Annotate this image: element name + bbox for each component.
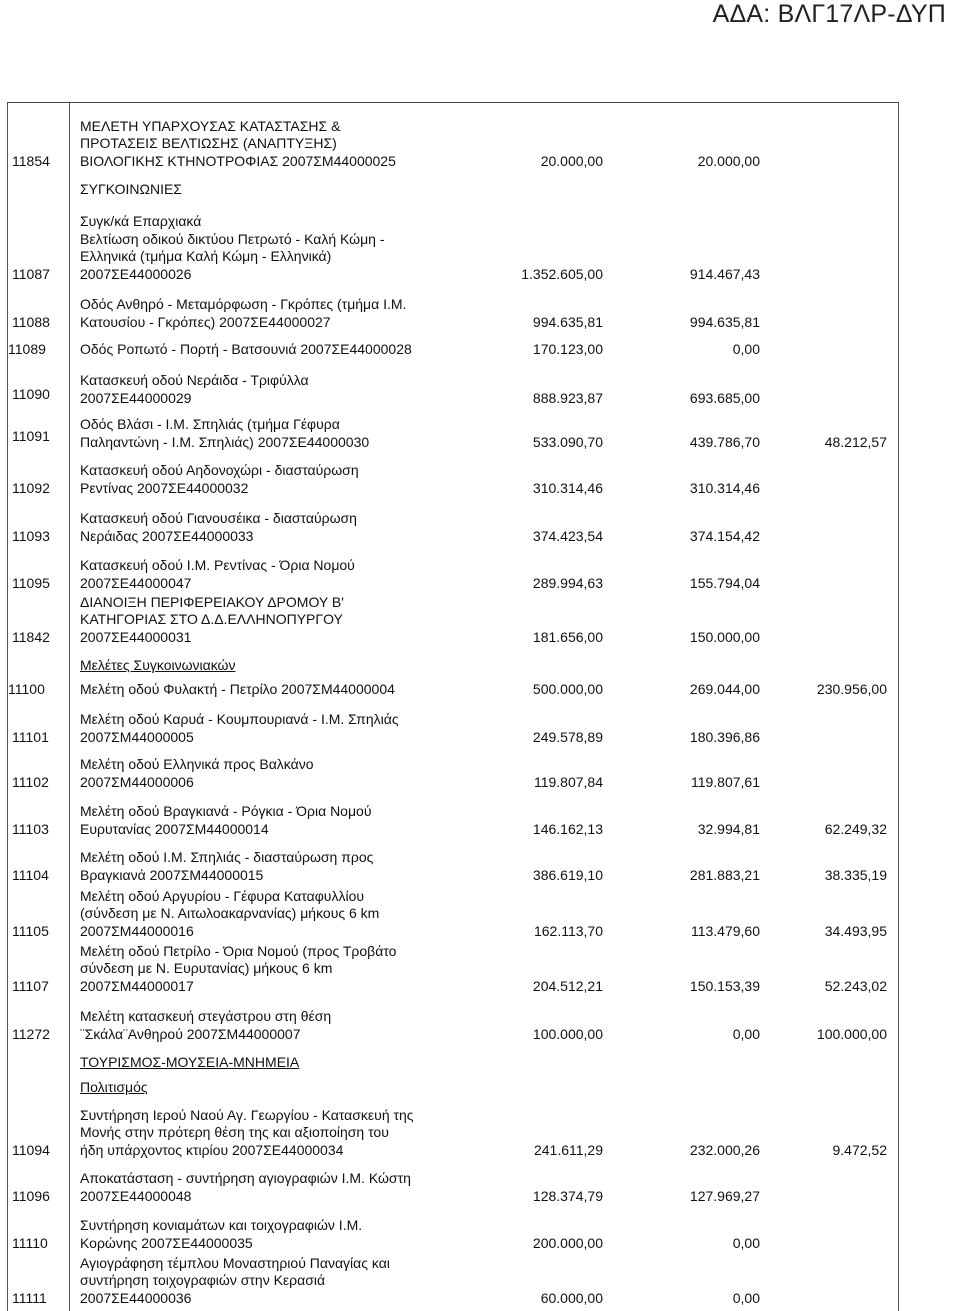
section-heading: ΤΟΥΡΙΣΜΟΣ-ΜΟΥΣΕΙΑ-ΜΝΗΜΕΙΑ xyxy=(80,1054,300,1070)
budget-amount: 994.635,81 xyxy=(532,314,603,330)
section-heading: Πολιτισμός xyxy=(80,1079,148,1095)
item-description: Μελέτη οδού Φυλακτή - Πετρίλο 2007ΣΜ44000004 xyxy=(80,680,395,697)
paid-amount: 119.807,61 xyxy=(690,774,760,790)
paid-amount: 127.969,27 xyxy=(689,1188,760,1204)
item-code: 11102 xyxy=(12,774,49,790)
budget-amount: 20.000,00 xyxy=(540,153,603,169)
paid-amount: 0,00 xyxy=(732,1026,760,1042)
item-description: Αγιογράφηση τέμπλου Μοναστηριού Παναγίας και συντήρηση τοιχογραφιών στην Κερασιά 2007ΣΕ44000036 xyxy=(80,1254,390,1306)
paid-amount: 281.883,21 xyxy=(689,867,760,883)
item-code: 11094 xyxy=(12,1142,50,1158)
item-description: Συντήρηση κονιαμάτων και τοιχογραφιών Ι.Μ. Κορώνης 2007ΣΕ44000035 xyxy=(80,1217,363,1251)
paid-amount: 0,00 xyxy=(732,341,760,357)
section-heading: Μελέτες Συγκοινωνιακών xyxy=(80,657,236,673)
paid-amount: 32.994,81 xyxy=(697,821,760,837)
budget-amount: 310.314,46 xyxy=(532,480,603,496)
budget-amount: 162.113,70 xyxy=(533,923,603,939)
budget-amount: 533.090,70 xyxy=(532,434,603,450)
budget-amount: 888.923,87 xyxy=(532,390,603,406)
item-description: ΜΕΛΕΤΗ ΥΠΑΡΧΟΥΣΑΣ ΚΑΤΑΣΤΑΣΗΣ & ΠΡΟΤΑΣΕΙΣ ΒΕΛΤΙΩΣΗΣ (ΑΝΑΠΤΥΞΗΣ) ΒΙΟΛΟΓΙΚΗΣ ΚΤΗΝΟΤΡΟΦΙΑΣ 2007ΣΜ44000025 xyxy=(80,117,396,169)
item-description: Συγκ/κά Επαρχιακά Βελτίωση οδικού δικτύου Πετρωτό - Καλή Κώμη - Ελληνικά (τμήμα Καλή Κώμη - Ελληνικά) 2007ΣΕ44000026 xyxy=(80,213,385,282)
item-description: Αποκατάσταση - συντήρηση αγιογραφιών Ι.Μ. Κώστη 2007ΣΕ44000048 xyxy=(80,1170,411,1204)
budget-amount: 146.162,13 xyxy=(532,821,603,837)
paid-amount: 20.000,00 xyxy=(697,153,760,169)
item-code: 11091 xyxy=(12,428,50,444)
item-description: Μελέτη οδού Ελληνικά προς Βαλκάνο 2007ΣΜ44000006 xyxy=(80,756,314,790)
budget-amount: 60.000,00 xyxy=(540,1290,603,1306)
item-code: 11090 xyxy=(12,386,50,402)
item-description: Συντήρηση Ιερού Ναού Αγ. Γεωργίου - Κατασκευή της Μονής στην πρότερη θέση της και αξιοποίηση του ήδη υπάρχοντος κτιρίου 2007ΣΕ44000034 xyxy=(80,1106,414,1158)
item-code: 11088 xyxy=(12,314,50,330)
paid-amount: 310.314,46 xyxy=(689,480,760,496)
item-description: Οδός Ροπωτό - Πορτή - Βατσουνιά 2007ΣΕ44000028 xyxy=(80,340,412,357)
paid-amount: 439.786,70 xyxy=(689,434,760,450)
paid-amount: 180.396,86 xyxy=(689,729,760,745)
budget-amount: 200.000,00 xyxy=(532,1235,603,1251)
budget-amount: 100.000,00 xyxy=(532,1026,603,1042)
remaining-amount: 38.335,19 xyxy=(824,867,887,883)
item-code: 11103 xyxy=(12,821,49,837)
remaining-amount: 230.956,00 xyxy=(816,681,887,697)
paid-amount: 693.685,00 xyxy=(689,390,760,406)
section-heading: ΣΥΓΚΟΙΝΩΝΙΕΣ xyxy=(80,181,182,197)
item-description: Κατασκευή οδού Γιανουσέικα - διασταύρωση Νεράιδας 2007ΣΕ44000033 xyxy=(80,510,357,544)
item-code: 11101 xyxy=(12,729,49,745)
budget-amount: 119.807,84 xyxy=(533,774,603,790)
item-code: 11087 xyxy=(12,266,50,282)
item-description: Μελέτη οδού Ι.Μ. Σπηλιάς - διασταύρωση προς Βραγκιανά 2007ΣΜ44000015 xyxy=(80,849,374,883)
remaining-amount: 52.243,02 xyxy=(824,978,887,994)
item-code: 11096 xyxy=(12,1188,50,1204)
item-description: Οδός Ανθηρό - Μεταμόρφωση - Γκρόπες (τμήμα Ι.Μ. Κατουσίου - Γκρόπες) 2007ΣΕ44000027 xyxy=(80,296,407,330)
remaining-amount: 100.000,00 xyxy=(816,1026,887,1042)
paid-amount: 232.000,26 xyxy=(689,1142,760,1158)
item-description: Μελέτη κατασκευή στεγάστρου στη θέση ¨Σκάλα¨Ανθηρού 2007ΣΜ44000007 xyxy=(80,1008,332,1042)
paid-amount: 0,00 xyxy=(732,1235,760,1251)
paid-amount: 914.467,43 xyxy=(689,266,760,282)
item-code: 11095 xyxy=(12,575,50,591)
paid-amount: 113.479,60 xyxy=(690,923,760,939)
item-description: Κατασκευή οδού Αηδονοχώρι - διασταύρωση Ρεντίνας 2007ΣΕ44000032 xyxy=(80,462,359,496)
budget-amount: 386.619,10 xyxy=(532,867,603,883)
budget-amount: 500.000,00 xyxy=(532,681,603,697)
remaining-amount: 34.493,95 xyxy=(824,923,887,939)
paid-amount: 374.154,42 xyxy=(689,528,760,544)
item-code: 11092 xyxy=(12,480,50,496)
item-code: 11110 xyxy=(12,1235,48,1251)
paid-amount: 994.635,81 xyxy=(689,314,760,330)
item-description: Κατασκευή οδού Νεράιδα - Τριφύλλα 2007ΣΕ44000029 xyxy=(80,372,309,406)
budget-amount: 241.611,29 xyxy=(533,1142,603,1158)
item-description: Κατασκευή οδού Ι.Μ. Ρεντίνας - Όρια Νομού 2007ΣΕ44000047 xyxy=(80,557,355,591)
budget-amount: 249.578,89 xyxy=(532,729,603,745)
budget-amount: 181.656,00 xyxy=(532,629,603,645)
item-description: Μελέτη οδού Καρυά - Κουμπουριανά - Ι.Μ. Σπηλιάς 2007ΣΜ44000005 xyxy=(80,711,399,745)
paid-amount: 0,00 xyxy=(732,1290,760,1306)
item-code: 11105 xyxy=(12,923,49,939)
item-code: 11093 xyxy=(12,528,50,544)
item-code: 11100 xyxy=(8,681,45,697)
budget-amount: 374.423,54 xyxy=(532,528,603,544)
item-description: Μελέτη οδού Βραγκιανά - Ρόγκια - Όρια Νομού Ευρυτανίας 2007ΣΜ44000014 xyxy=(80,803,372,837)
budget-amount: 170.123,00 xyxy=(532,341,603,357)
remaining-amount: 62.249,32 xyxy=(824,821,887,837)
item-code: 11089 xyxy=(8,341,46,357)
item-code: 11272 xyxy=(12,1026,50,1042)
item-code: 11842 xyxy=(12,629,50,645)
item-code: 11854 xyxy=(12,153,50,169)
item-code: 11107 xyxy=(12,978,49,994)
budget-amount: 1.352.605,00 xyxy=(521,266,603,282)
paid-amount: 269.044,00 xyxy=(689,681,760,697)
item-code: 11111 xyxy=(12,1290,47,1306)
paid-amount: 150.153,39 xyxy=(689,978,760,994)
remaining-amount: 9.472,52 xyxy=(832,1142,887,1158)
paid-amount: 155.794,04 xyxy=(689,575,760,591)
budget-amount: 204.512,21 xyxy=(532,978,603,994)
budget-amount: 289.994,63 xyxy=(532,575,603,591)
item-description: Οδός Βλάσι - Ι.Μ. Σπηλιάς (τμήμα Γέφυρα Παληαντώνη - Ι.Μ. Σπηλιάς) 2007ΣΕ44000030 xyxy=(80,416,370,450)
item-code: 11104 xyxy=(12,867,49,883)
remaining-amount: 48.212,57 xyxy=(824,434,887,450)
budget-amount: 128.374,79 xyxy=(532,1188,603,1204)
item-description: Μελέτη οδού Πετρίλο - Όρια Νομού (προς Τροβάτο σύνδεση με Ν. Ευρυτανίας) μήκους 6 km 2007ΣΜ44000017 xyxy=(80,942,397,994)
item-description: Μελέτη οδού Αργυρίου - Γέφυρα Καταφυλλίου (σύνδεση με Ν. Αιτωλοακαρνανίας) μήκους 6 km 2007ΣΜ44000016 xyxy=(80,887,380,939)
paid-amount: 150.000,00 xyxy=(689,629,760,645)
item-description: ΔΙΑΝΟΙΞΗ ΠΕΡΙΦΕΡΕΙΑΚΟΥ ΔΡΟΜΟΥ Β' ΚΑΤΗΓΟΡΙΑΣ ΣΤΟ Δ.Δ.ΕΛΛΗΝΟΠΥΡΓΟΥ 2007ΣΕ44000031 xyxy=(80,593,344,645)
ada-reference: ΑΔΑ: ΒΛΓ17ΛΡ-ΔΥΠ xyxy=(712,0,946,28)
